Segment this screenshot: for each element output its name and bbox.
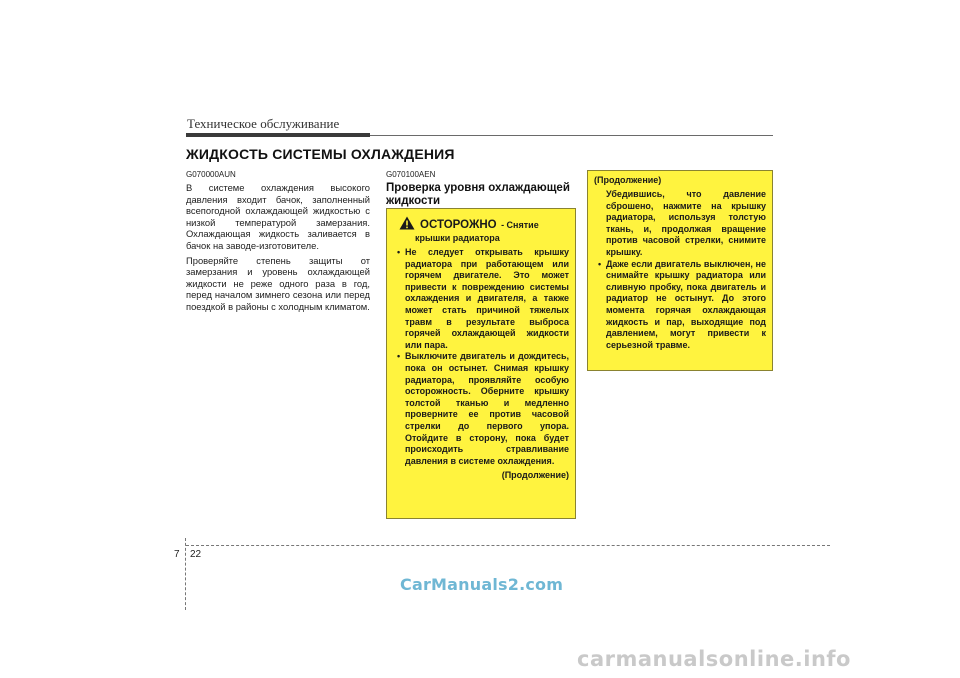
continued-header: (Продолжение): [594, 175, 662, 185]
continued-label: (Продолжение): [501, 470, 569, 481]
continued-paragraph: Убедившись, что давление сброшено, нажмите на крышку радиатора, используя толстую ткань, и, продолжая вращение против часовой стрелки, снимите крышку.: [606, 189, 766, 257]
middle-column: [386, 170, 576, 208]
page-number: 22: [190, 549, 202, 560]
watermark-link[interactable]: CarManuals2.com: [400, 575, 564, 594]
watermark-footer: carmanualsonline.info: [577, 647, 851, 671]
footer-rule: [186, 545, 830, 546]
warning-bullet: [393, 247, 569, 351]
warning-bullet-text: Выключите двигатель и дождитесь, пока он остынет. Снимая крышку радиатора, проявляйте особую осторожность. Оберните крышку толстой тканью и медленно проверните ее против часовой стрелки до первого упора. Отойдите в сторону, пока будет происходить стравливание давления в системе охлаждения.: [405, 351, 569, 466]
continued-bullet: [594, 259, 766, 352]
warning-bullet: [393, 351, 569, 467]
bullet-dot: •: [397, 247, 401, 257]
continued-bullet-text: Даже если двигатель выключен, не снимайте крышку радиатора или сливную пробку, пока двигатель и радиатор не остынут. До этого момента горячая охлаждающая жидкость и пар, выходящие под давлением, могут привести к серьезной травме.: [606, 258, 766, 350]
warning-box: [386, 208, 576, 519]
page-chapter: 7: [174, 549, 180, 560]
section-code: G070000AUN: [186, 170, 236, 179]
bullet-dot: •: [397, 351, 401, 362]
intro-paragraph: В системе охлаждения высокого давления входит бачок, заполненный всепогодной охлаждающей жидкостью с низкой температурой замерзания. Охлаждающая жидкость заливается в бачок на заводе-изготовителе.: [186, 182, 370, 251]
subsection-title: Проверка уровня охлаждающей жидкости: [386, 182, 570, 207]
section-title: ЖИДКОСТЬ СИСТЕМЫ ОХЛАЖДЕНИЯ: [186, 146, 455, 162]
warning-title-suffix: - Снятие: [501, 220, 539, 230]
subsection-code: G070100AEN: [386, 170, 436, 179]
warning-bullet-text: Не следует открывать крышку радиатора при работающем или горячем двигателе. Это может привести к повреждению системы охлаждения и двигателя, а также может стать причиной тяжелых травм в результате выброса горячей охлаждающей жидкости или пара.: [405, 247, 569, 350]
continued-box: [587, 170, 773, 371]
header-rule: [370, 135, 773, 136]
footer-vertical-rule: [185, 538, 186, 610]
warning-title: ОСТОРОЖНО: [420, 219, 497, 231]
warning-header: [393, 215, 569, 233]
warning-triangle-icon: [399, 216, 415, 230]
header-bar: [186, 133, 370, 137]
left-column: [186, 170, 370, 313]
warning-title-line2: крышки радиатора: [415, 233, 500, 243]
check-paragraph: Проверяйте степень защиты от замерзания и уровень охлаждающей жидкости не реже одного раза в год, перед началом зимнего сезона или перед поездкой в районы с холодным климатом.: [186, 254, 370, 312]
header-title: Техническое обслуживание: [187, 116, 340, 131]
bullet-dot: •: [598, 258, 602, 269]
